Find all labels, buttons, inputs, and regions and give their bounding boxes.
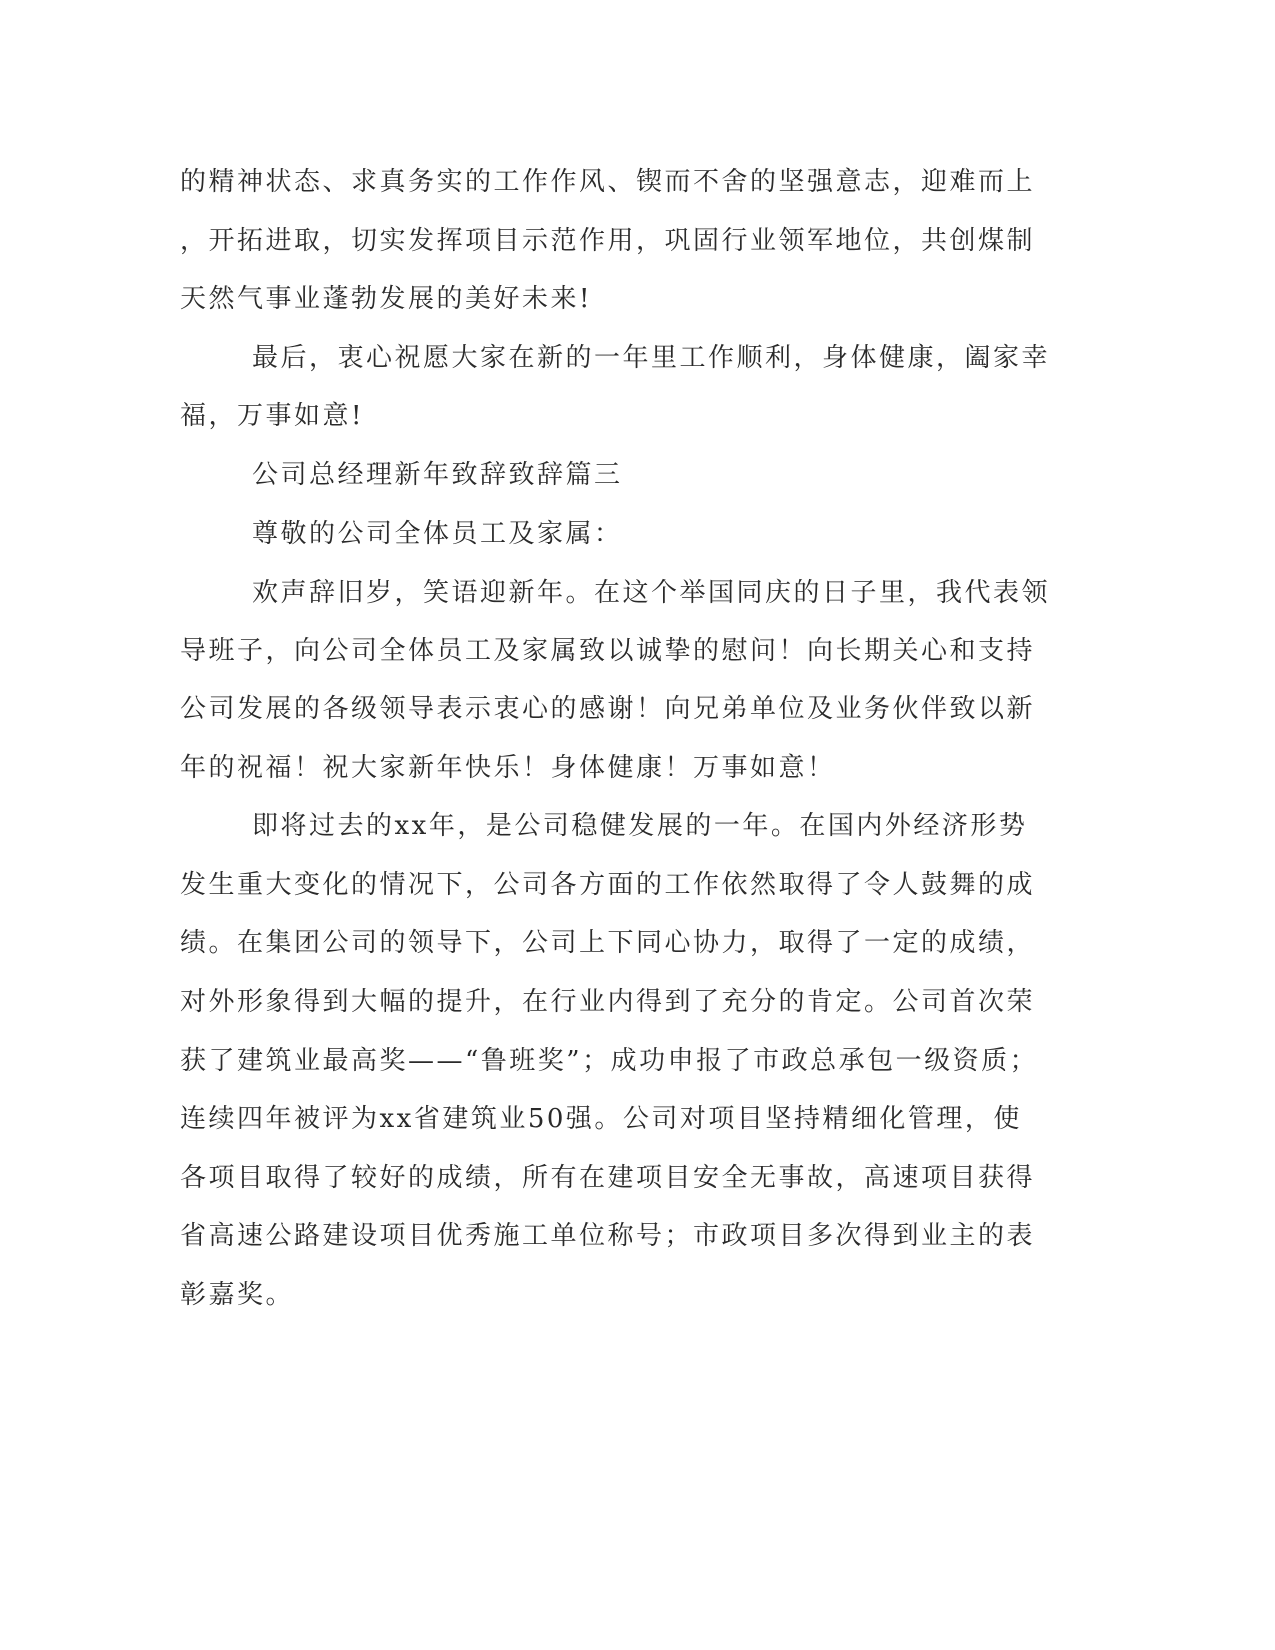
text-line: 对外形象得到大幅的提升，在行业内得到了充分的肯定。公司首次荣 — [180, 987, 1036, 1017]
text-line: 省高速公路建设项目优秀施工单位称号；市政项目多次得到业主的表 — [180, 1221, 1036, 1251]
text-line: 绩。在集团公司的领导下，公司上下同心协力，取得了一定的成绩， — [180, 928, 1036, 958]
text-line: 欢声辞旧岁，笑语迎新年。在这个举国同庆的日子里，我代表领 — [252, 578, 1051, 608]
salutation: 尊敬的公司全体员工及家属： — [252, 519, 623, 549]
text-line: 连续四年被评为xx省建筑业50强。公司对项目坚持精细化管理，使 — [180, 1104, 1022, 1134]
text-line: 各项目取得了较好的成绩，所有在建项目安全无事故，高速项目获得 — [180, 1163, 1036, 1193]
text-line: 的精神状态、求真务实的工作作风、锲而不舍的坚强意志，迎难而上 — [180, 167, 1036, 197]
text-line: 年的祝福！祝大家新年快乐！身体健康！万事如意！ — [180, 753, 836, 783]
text-line: 福，万事如意! — [180, 401, 364, 431]
text-line: 公司发展的各级领导表示衷心的感谢！向兄弟单位及业务伙伴致以新 — [180, 694, 1036, 724]
text-line: 彰嘉奖。 — [180, 1280, 295, 1310]
text-line: 即将过去的xx年，是公司稳健发展的一年。在国内外经济形势 — [252, 811, 1028, 841]
text-line: 发生重大变化的情况下，公司各方面的工作依然取得了令人鼓舞的成 — [180, 870, 1036, 900]
text-line: 天然气事业蓬勃发展的美好未来! — [180, 284, 592, 314]
text-line: 导班子，向公司全体员工及家属致以诚挚的慰问！向长期关心和支持 — [180, 636, 1036, 666]
section-heading: 公司总经理新年致辞致辞篇三 — [252, 460, 623, 490]
text-line: 最后，衷心祝愿大家在新的一年里工作顺利，身体健康，阖家幸 — [252, 343, 1051, 373]
text-line: ，开拓进取，切实发挥项目示范作用，巩固行业领军地位，共创煤制 — [180, 226, 1036, 256]
text-line: 获了建筑业最高奖——“鲁班奖”；成功申报了市政总承包一级资质； — [180, 1046, 1039, 1076]
